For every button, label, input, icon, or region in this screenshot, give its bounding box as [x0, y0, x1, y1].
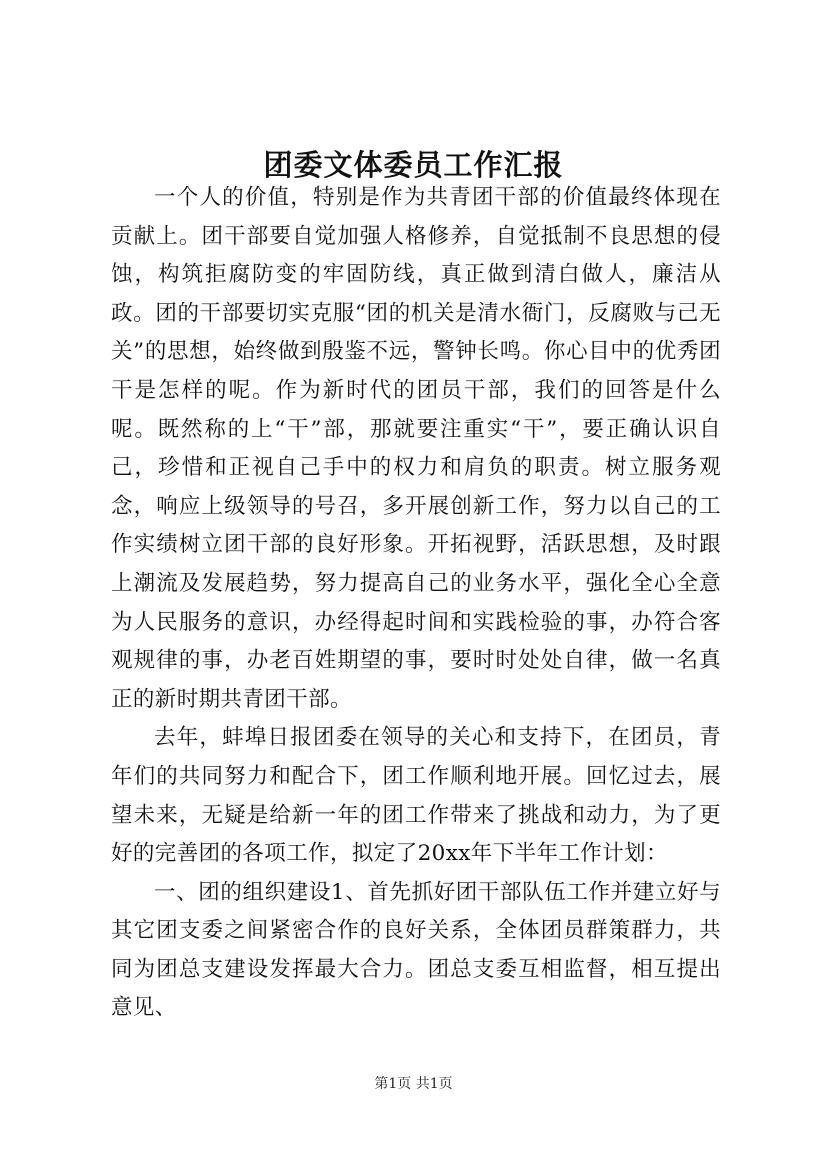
page-footer: 第1页 共1页	[374, 1076, 453, 1092]
paragraph-1: 一个人的价值，特别是作为共青团干部的价值最终体现在贡献上。团干部要自觉加强人格修养，自觉抵制不良思想的侵蚀，构筑拒腐防变的牢固防线，真正做到清白做人，廉洁从政。团的干部要切实克服“团的机关是清水衙门，反腐败与己无关”的思想，始终做到殷鉴不远，警钟长鸣。你心目中的优秀团干是怎样的呢。作为新时代的团员干部，我们的回答是什么呢。既然称的上“干”部，那就要注重实“干”，要正确认识自己，珍惜和正视自己手中的权力和肩负的职责。树立服务观念，响应上级领导的号召，多开展创新工作，努力以自己的工作实绩树立团干部的良好形象。开拓视野，活跃思想，及时跟上潮流及发展趋势，努力提高自己的业务水平，强化全心全意为人民服务的意识，办经得起时间和实践检验的事，办符合客观规律的事，办老百姓期望的事，要时时处处自律，做一名真正的新时期共青团干部。	[111, 185, 721, 712]
document-title: 团委文体委员工作汇报	[263, 148, 564, 182]
paragraph-3: 一、团的组织建设1、首先抓好团干部队伍工作并建立好与其它团支委之间紧密合作的良好关系，全体团员群策群力，共同为团总支建设发挥最大合力。团总支委互相监督，相互提出意见、	[111, 879, 721, 1021]
paragraph-2: 去年，蚌埠日报团委在领导的关心和支持下，在团员，青年们的共同努力和配合下，团工作顺利地开展。回忆过去，展望未来，无疑是给新一年的团工作带来了挑战和动力，为了更好的完善团的各项工作，拟定了20xx年下半年工作计划：	[111, 725, 721, 867]
document-body	[111, 179, 721, 1028]
